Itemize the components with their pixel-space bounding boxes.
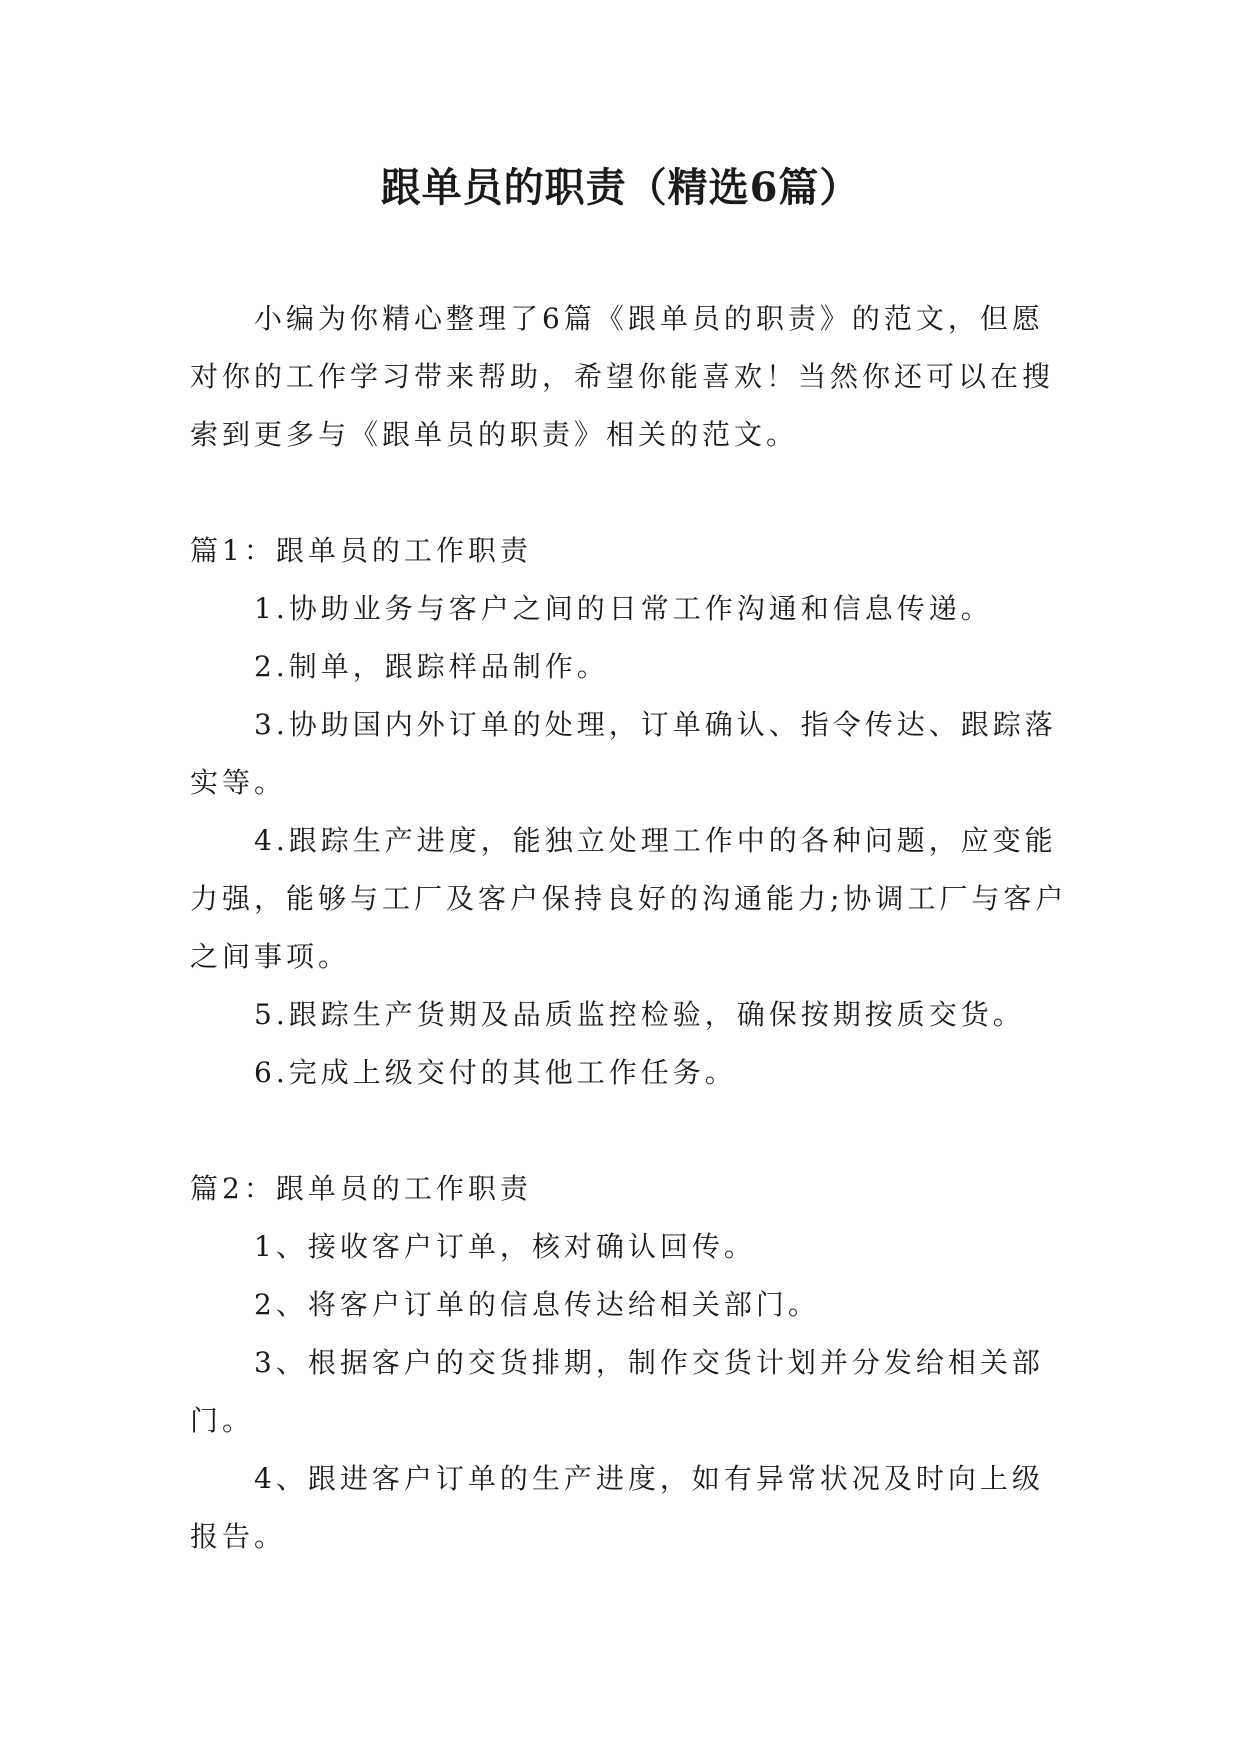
list-item: 3、根据客户的交货排期，制作交货计划并分发给相关部门。 bbox=[190, 1346, 1044, 1437]
list-item: 6.完成上级交付的其他工作任务。 bbox=[254, 1056, 737, 1089]
list-item: 4、跟进客户订单的生产进度，如有异常状况及时向上级报告。 bbox=[190, 1462, 1044, 1553]
section-spacer bbox=[190, 1102, 1070, 1160]
section-2 bbox=[190, 1160, 1070, 1566]
list-item: 5.跟踪生产货期及品质监控检验，确保按期按质交货。 bbox=[254, 998, 1025, 1031]
document-title: 跟单员的职责（精选6篇） bbox=[380, 164, 861, 211]
list-item: 2、将客户订单的信息传达给相关部门。 bbox=[254, 1288, 820, 1321]
document-body bbox=[190, 290, 1070, 1566]
section-spacer bbox=[190, 464, 1070, 522]
section-heading: 篇1：跟单员的工作职责 bbox=[190, 534, 532, 567]
list-item: 2.制单，跟踪样品制作。 bbox=[254, 650, 609, 683]
intro-paragraph: 小编为你精心整理了6篇《跟单员的职责》的范文，但愿对你的工作学习带来帮助，希望你能喜欢！当然你还可以在搜索到更多与《跟单员的职责》相关的范文。 bbox=[190, 302, 1055, 451]
list-item: 1.协助业务与客户之间的日常工作沟通和信息传递。 bbox=[254, 592, 993, 625]
section-1 bbox=[190, 522, 1070, 1102]
list-item: 3.协助国内外订单的处理，订单确认、指令传达、跟踪落实等。 bbox=[190, 708, 1057, 799]
section-heading: 篇2：跟单员的工作职责 bbox=[190, 1172, 532, 1205]
list-item: 4.跟踪生产进度，能独立处理工作中的各种问题，应变能力强，能够与工厂及客户保持良好的沟通能力;协调工厂与客户之间事项。 bbox=[190, 824, 1068, 973]
list-item: 1、接收客户订单，核对确认回传。 bbox=[254, 1230, 756, 1263]
